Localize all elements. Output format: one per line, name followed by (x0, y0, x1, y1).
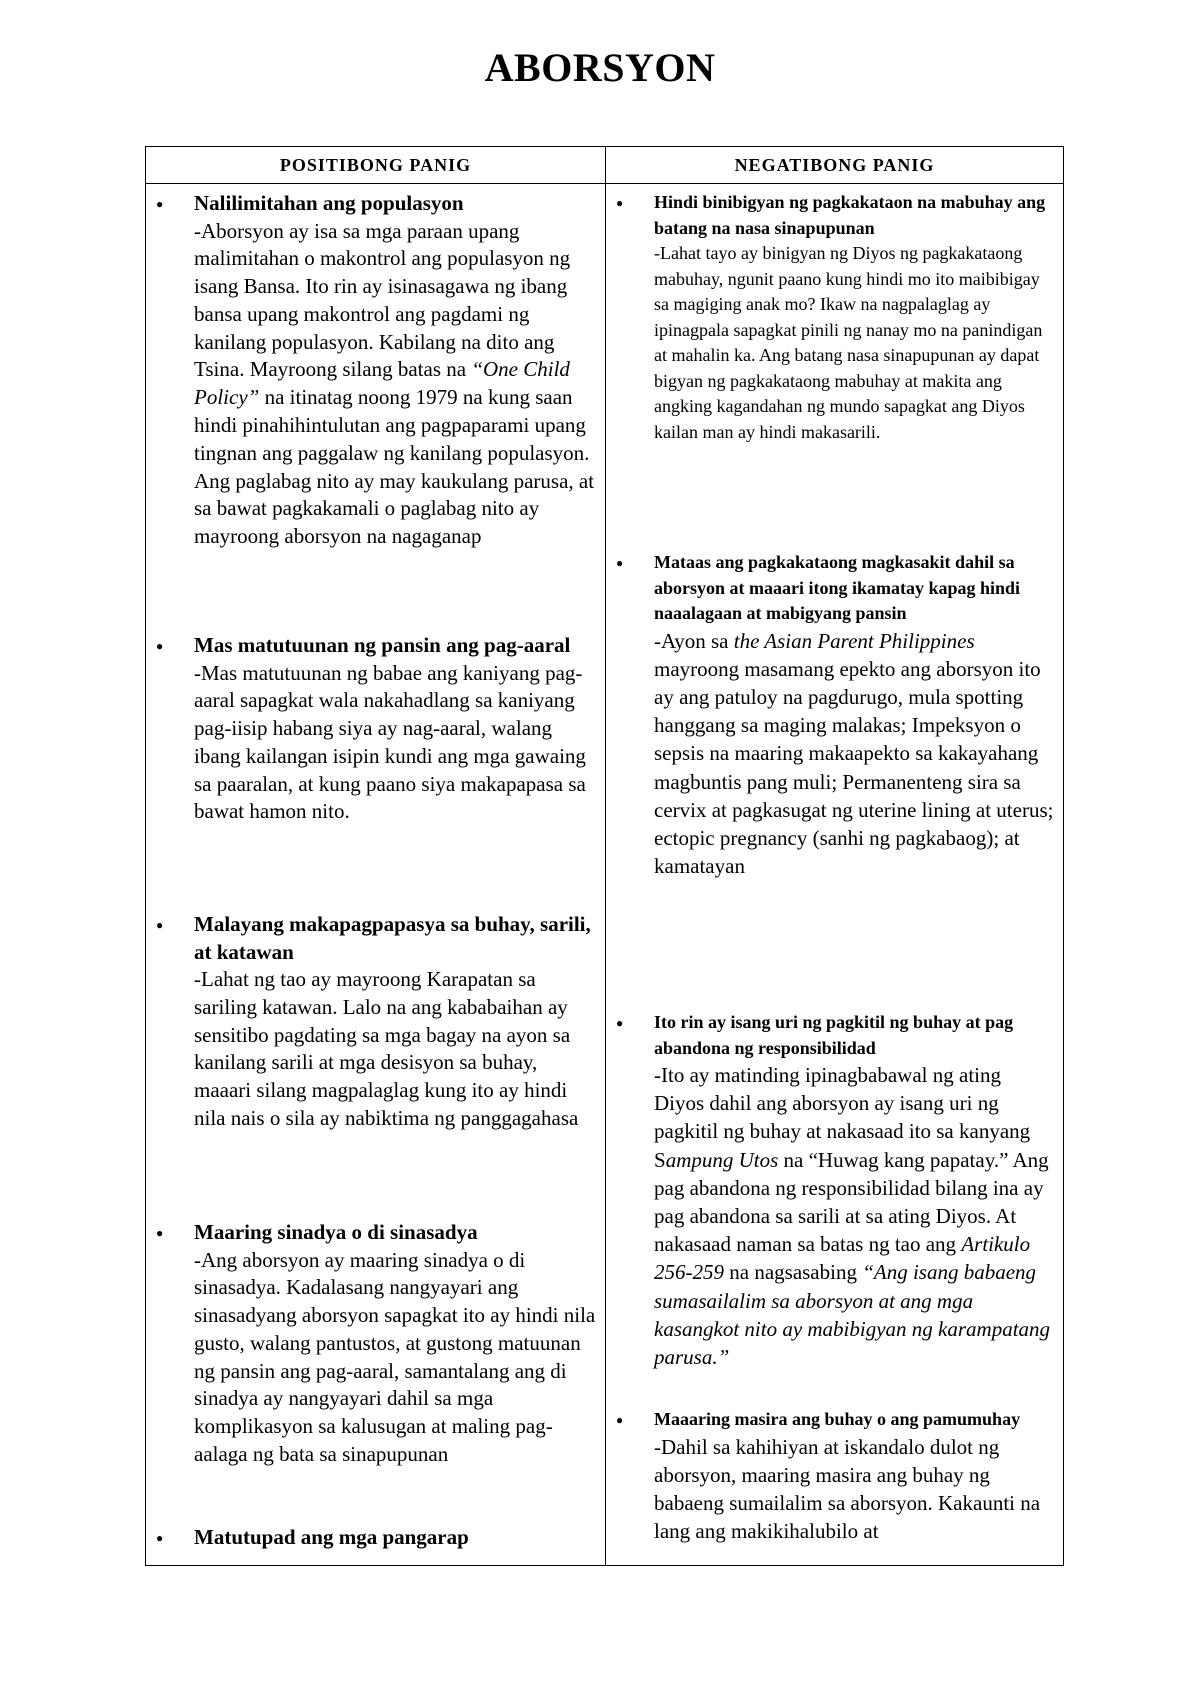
negative-item (606, 1407, 1063, 1545)
positive-item (146, 1219, 605, 1469)
negative-item (606, 1010, 1063, 1371)
negative-item-text: -Ito ay matinding ipinagbabawal ng ating Diyos dahil ang aborsyon ay isang uri ng pagkitil ng buhay at nakasaad ito sa kanyang Sampung Utos na “Huwag kang papatay.” Ang pag abandona ng responsibilidad bilang ina ay pag abandona sa sarili at sa ating Diyos. At nakasaad naman sa batas ng tao ang Artikulo 256-259 na nagsasabing “Ang isang babaeng sumasailalim sa aborsyon at ang mga kasangkot nito ay mabibigyan ng karampatang parusa.” (654, 1063, 1051, 1370)
positive-item-text: -Lahat ng tao ay mayroong Karapatan sa sariling katawan. Lalo na ang kababaihan ay sensitibo pagdating sa mga bagay na ayon sa kanilang sarili at mga desisyon sa buhay, maaari silang magpalaglag kung ito ay hindi nila nais o sila ay nabiktima ng panggagahasa (194, 967, 579, 1130)
negative-item-heading: Maaaring masira ang buhay o ang pamumuhay (654, 1409, 1021, 1429)
negative-item-text: -Lahat tayo ay binigyan ng Diyos ng pagkakataong mabuhay, ngunit paano kung hindi mo ito maibibigay sa magiging anak mo? Ikaw na nagpalaglag ay ipinagpala sapagkat pinili ng nanay mo na panindigan at mahalin ka. Ang batang nasa sinapupunan ay dapat bigyan ng pagkakataong mabuhay at makita ang angking kagandahan ng mundo sapagkat ang Diyos kailan man ay hindi makasarili. (654, 243, 1043, 442)
positive-item-heading: Matutupad ang mga pangarap (194, 1525, 469, 1549)
bullet-icon: ● (616, 196, 624, 210)
positive-column (146, 184, 606, 1566)
negative-item-heading: Mataas ang pagkakataong magkasakit dahil sa aborsyon at maaari itong ikamatay kapag hindi naaalagaan at mabigyang pansin (654, 552, 1021, 623)
bullet-icon: ● (616, 1016, 624, 1030)
positive-item-heading: Malayang makapagpapasya sa buhay, sarili, at katawan (194, 912, 591, 964)
negative-item-text: -Ayon sa the Asian Parent Philippines mayroong masamang epekto ang aborsyon ito ay ang patuloy na pagdurugo, mula spotting hanggang sa maging malakas; Impeksyon o sepsis na maaring makaapekto sa kakayahang magbuntis pang muli; Permanenteng sira sa cervix at pagkasugat ng uterine lining at uterus; ectopic pregnancy (sanhi ng pagkabaog); at kamatayan (654, 628, 1054, 879)
bullet-icon: ● (156, 1531, 164, 1545)
bullet-icon: ● (156, 1226, 164, 1240)
negative-item-heading: Hindi binibigyan ng pagkakataon na mabuhay ang batang na nasa sinapupunan (654, 192, 1046, 238)
pros-cons-table (145, 146, 1064, 1566)
bullet-icon: ● (616, 556, 624, 570)
negative-column (606, 184, 1064, 1566)
positive-column-header: POSITIBONG PANIG (146, 147, 606, 184)
positive-item-text: -Ang aborsyon ay maaring sinadya o di sinasadya. Kadalasang nangyayari ang sinasadyang aborsyon sapagkat ito ay hindi nila gusto, walang pantustos, at gustong matuunan ng pansin ang pag-aaral, samantalang ang di sinadya ay nangyayari dahil sa mga komplikasyon sa kalusugan at maling pag-aalaga ng bata sa sinapupunan (194, 1247, 596, 1467)
negative-item (606, 550, 1063, 880)
positive-item-heading: Mas matutuunan ng pansin ang pag-aaral (194, 633, 571, 657)
negative-item-heading: Ito rin ay isang uri ng pagkitil ng buhay at pag abandona ng responsibilidad (654, 1012, 1014, 1058)
positive-item-heading: Nalilimitahan ang populasyon (194, 191, 464, 215)
bullet-icon: ● (616, 1413, 624, 1427)
negative-item-text: -Dahil sa kahihiyan at iskandalo dulot ng aborsyon, maaring masira ang buhay ng babaeng sumailalim sa aborsyon. Kakaunti na lang ang makikihalubilo at (654, 1434, 1041, 1544)
positive-item (146, 911, 605, 1133)
bullet-icon: ● (156, 197, 164, 211)
positive-item (146, 632, 605, 826)
bullet-icon: ● (156, 918, 164, 932)
positive-item (146, 190, 605, 551)
positive-item-text: -Mas matutuunan ng babae ang kaniyang pag-aaral sapagkat wala nakahadlang sa kaniyang pag-iisip habang siya ay nag-aaral, walang ibang kailangan isipin kundi ang mga gawaing sa paaralan, at kung paano siya makapapasa sa bawat hamon nito. (194, 660, 586, 824)
positive-item (146, 1524, 605, 1552)
bullet-icon: ● (156, 639, 164, 653)
negative-item (606, 190, 1063, 445)
negative-column-header: NEGATIBONG PANIG (606, 147, 1064, 184)
document-title: ABORSYON (484, 45, 716, 90)
positive-item-heading: Maaring sinadya o di sinasadya (194, 1220, 478, 1244)
positive-item-text: -Aborsyon ay isa sa mga paraan upang malimitahan o makontrol ang populasyon ng isang Bansa. Ito rin ay isinasagawa ng ibang bansa upang makontrol ang pagdami ng kanilang populasyon. Kabilang na dito ang Tsina. Mayroong silang batas na “One Child Policy” na itinatag noong 1979 na kung saan hindi pinahihintulutan ang pagpaparami upang tingnan ang paggalaw ng kanilang populasyon. Ang paglabag nito ay may kaukulang parusa, at sa bawat pagkakamali o paglabag nito ay mayroong aborsyon na nagaganap (194, 218, 595, 549)
